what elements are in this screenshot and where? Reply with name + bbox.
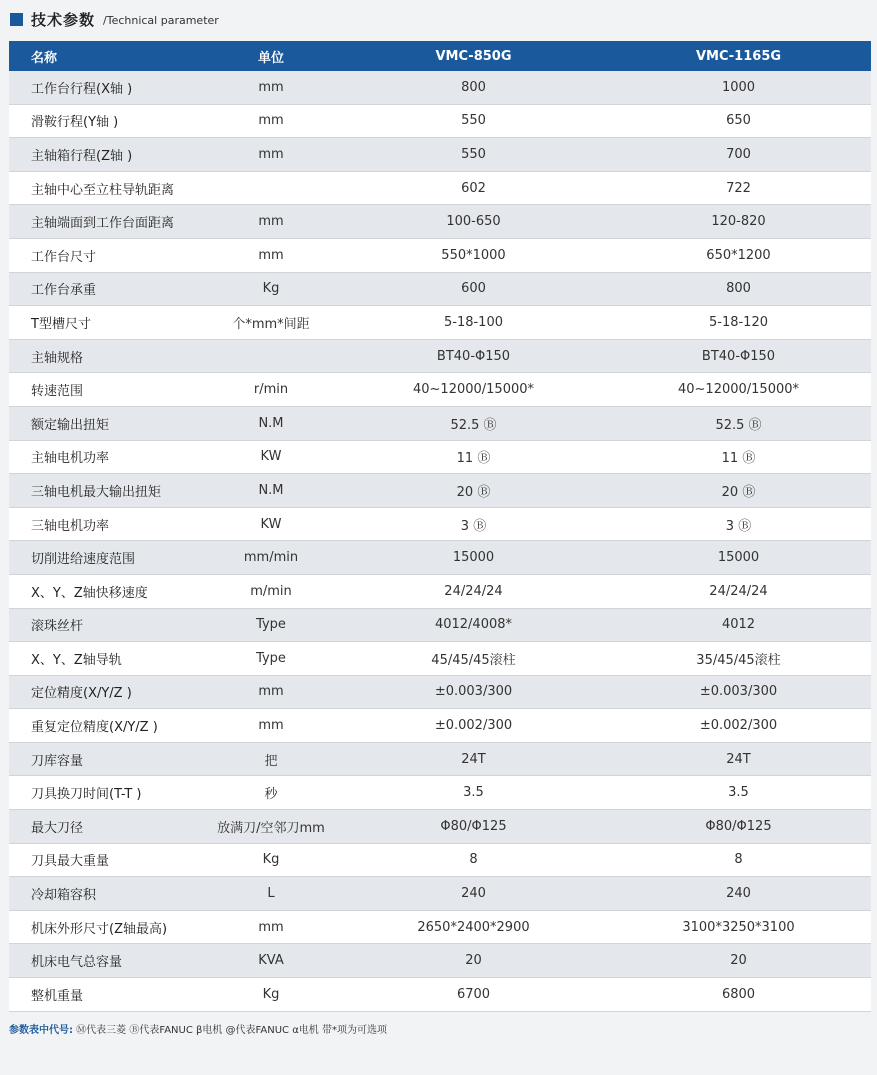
- table-row: [9, 104, 871, 138]
- table-row: [9, 71, 871, 104]
- cell-vmc850g: 6700: [456, 986, 491, 1002]
- cell-name: 额定输出扭矩: [31, 417, 110, 433]
- table-row: [9, 574, 871, 608]
- cell-vmc1165g: 650: [726, 113, 751, 129]
- cell-unit: mm/min: [243, 550, 299, 566]
- cell-name: 重复定位精度(X/Y/Z ): [31, 720, 158, 736]
- table-row: [9, 440, 871, 474]
- cell-name: 刀具换刀时间(T-T ): [31, 787, 142, 803]
- cell-name: 刀库容量: [31, 753, 84, 769]
- cell-vmc1165g: Φ80/Φ125: [705, 818, 772, 834]
- cell-vmc850g: 3 Ⓑ: [460, 518, 487, 534]
- cell-vmc850g: ±0.002/300: [434, 718, 513, 734]
- table-row: [9, 238, 871, 272]
- cell-vmc1165g: 20 Ⓑ: [721, 484, 756, 500]
- cell-vmc1165g: 800: [726, 281, 751, 297]
- cell-vmc850g: 24T: [461, 751, 486, 767]
- cell-vmc1165g: 24/24/24: [709, 583, 768, 599]
- cell-name: 转速范围: [31, 384, 84, 400]
- cell-vmc850g: 52.5 Ⓑ: [450, 417, 497, 433]
- cell-vmc1165g: ±0.002/300: [699, 718, 778, 734]
- cell-name: 主轴规格: [31, 350, 84, 366]
- cell-unit: mm: [258, 146, 284, 162]
- cell-unit: N.M: [258, 482, 284, 498]
- spec-table-body: [9, 71, 871, 1011]
- header-marker-icon: [10, 13, 23, 26]
- section-header: [10, 8, 219, 30]
- cell-unit: mm: [258, 214, 284, 230]
- cell-vmc1165g: 722: [726, 180, 751, 196]
- cell-name: 工作台尺寸: [31, 249, 97, 265]
- cell-vmc1165g: BT40-Φ150: [701, 348, 776, 364]
- cell-unit: 个*mm*间距: [232, 316, 310, 332]
- cell-vmc850g: 550: [461, 113, 486, 129]
- cell-vmc1165g: 700: [726, 146, 751, 162]
- cell-vmc850g: 4012/4008*: [434, 617, 513, 633]
- cell-name: 三轴电机功率: [31, 518, 110, 534]
- cell-unit: Kg: [262, 852, 280, 868]
- cell-unit: 把: [264, 753, 278, 769]
- cell-unit: mm: [258, 247, 284, 263]
- cell-name: 工作台承重: [31, 283, 97, 299]
- cell-name: X、Y、Z轴导轨: [31, 652, 122, 668]
- footnote-text: Ⓜ代表三菱 Ⓑ代表FANUC β电机 @代表FANUC α电机 带*项为可选项: [73, 1025, 387, 1036]
- cell-name: 主轴端面到工作台面距离: [31, 216, 175, 232]
- table-row: [9, 742, 871, 776]
- cell-vmc1165g: 6800: [721, 986, 756, 1002]
- cell-vmc1165g: 24T: [726, 751, 751, 767]
- cell-vmc1165g: ±0.003/300: [699, 684, 778, 700]
- cell-unit: N.M: [258, 415, 284, 431]
- cell-name: 刀具最大重量: [31, 854, 110, 870]
- cell-vmc850g: 15000: [452, 550, 495, 566]
- cell-name: 最大刀径: [31, 820, 84, 836]
- cell-name: 工作台行程(X轴 ): [31, 81, 133, 97]
- cell-unit: Kg: [262, 986, 280, 1002]
- section-title: 技术参数: [31, 10, 96, 29]
- cell-name: 主轴电机功率: [31, 451, 110, 467]
- cell-unit: KVA: [258, 953, 284, 969]
- cell-vmc850g: 40~12000/15000*: [412, 382, 535, 398]
- table-row: [9, 776, 871, 810]
- column-header-unit: 单位: [257, 50, 284, 66]
- cell-vmc850g: Φ80/Φ125: [440, 818, 507, 834]
- cell-vmc850g: 8: [469, 852, 478, 868]
- footnote-label: 参数表中代号:: [9, 1025, 73, 1036]
- cell-unit: mm: [258, 113, 284, 129]
- table-row: [9, 642, 871, 676]
- cell-name: 三轴电机最大输出扭矩: [31, 484, 162, 500]
- cell-vmc1165g: 11 Ⓑ: [721, 451, 756, 467]
- table-row: [9, 306, 871, 340]
- cell-vmc850g: 11 Ⓑ: [456, 451, 491, 467]
- table-row: [9, 507, 871, 541]
- cell-vmc1165g: 650*1200: [706, 247, 771, 263]
- cell-unit: Kg: [262, 281, 280, 297]
- cell-unit: mm: [258, 684, 284, 700]
- column-header-name: 名称: [31, 50, 58, 66]
- table-row: [9, 810, 871, 844]
- table-row: [9, 406, 871, 440]
- cell-unit: mm: [258, 919, 284, 935]
- cell-unit: Type: [256, 650, 286, 666]
- cell-name: X、Y、Z轴快移速度: [31, 585, 148, 601]
- table-row: [9, 541, 871, 575]
- table-row: [9, 843, 871, 877]
- cell-vmc1165g: 120-820: [711, 214, 766, 230]
- cell-vmc850g: 5-18-100: [443, 314, 503, 330]
- cell-vmc1165g: 1000: [721, 79, 756, 95]
- table-row: [9, 910, 871, 944]
- cell-vmc1165g: 20: [730, 953, 747, 969]
- table-row: [9, 978, 871, 1012]
- column-header-vmc850g: VMC-850G: [435, 48, 512, 64]
- cell-name: 整机重量: [31, 988, 84, 1004]
- cell-unit: 秒: [264, 787, 278, 803]
- cell-vmc850g: 602: [461, 180, 486, 196]
- cell-unit: Type: [256, 617, 286, 633]
- cell-vmc850g: 600: [461, 281, 486, 297]
- cell-unit: mm: [258, 79, 284, 95]
- spec-table: [9, 41, 871, 1012]
- cell-name: 滑鞍行程(Y轴 ): [31, 115, 119, 131]
- cell-vmc1165g: 3 Ⓑ: [725, 518, 752, 534]
- cell-vmc1165g: 15000: [717, 550, 760, 566]
- table-row: [9, 877, 871, 911]
- cell-vmc850g: ±0.003/300: [434, 684, 513, 700]
- table-row: [9, 339, 871, 373]
- cell-vmc1165g: 35/45/45滚柱: [696, 652, 781, 668]
- cell-vmc1165g: 40~12000/15000*: [677, 382, 800, 398]
- cell-unit: KW: [260, 449, 282, 465]
- cell-vmc1165g: 4012: [721, 617, 756, 633]
- table-row: [9, 138, 871, 172]
- table-row: [9, 474, 871, 508]
- table-header-row: [9, 41, 871, 71]
- table-row: [9, 205, 871, 239]
- cell-vmc850g: 45/45/45滚柱: [431, 652, 516, 668]
- cell-name: T型槽尺寸: [31, 316, 91, 332]
- cell-unit: 放满刀/空邻刀mm: [217, 820, 325, 836]
- table-row: [9, 171, 871, 205]
- cell-vmc1165g: 240: [726, 886, 751, 902]
- cell-name: 滚珠丝杆: [31, 619, 84, 635]
- cell-name: 主轴箱行程(Z轴 ): [31, 148, 133, 164]
- cell-name: 机床电气总容量: [31, 955, 123, 971]
- cell-vmc850g: 800: [461, 79, 486, 95]
- cell-vmc1165g: 5-18-120: [708, 314, 768, 330]
- table-row: [9, 272, 871, 306]
- cell-vmc850g: 24/24/24: [444, 583, 503, 599]
- cell-unit: [201, 171, 341, 205]
- cell-vmc850g: 20 Ⓑ: [456, 484, 491, 500]
- cell-name: 主轴中心至立柱导轨距离: [31, 182, 175, 198]
- column-header-vmc1165g: VMC-1165G: [695, 48, 782, 64]
- cell-vmc1165g: 3.5: [728, 785, 749, 801]
- cell-vmc850g: 550: [461, 146, 486, 162]
- table-row: [9, 675, 871, 709]
- cell-unit: m/min: [250, 583, 292, 599]
- cell-name: 定位精度(X/Y/Z ): [31, 686, 132, 702]
- table-row: [9, 709, 871, 743]
- table-row: [9, 944, 871, 978]
- cell-vmc850g: 240: [461, 886, 486, 902]
- footnote: [9, 1021, 387, 1036]
- cell-unit: mm: [258, 718, 284, 734]
- table-row: [9, 373, 871, 407]
- cell-vmc1165g: 3100*3250*3100: [682, 919, 795, 935]
- cell-unit: [201, 339, 341, 373]
- cell-vmc850g: 2650*2400*2900: [417, 919, 530, 935]
- cell-vmc850g: 100-650: [446, 214, 501, 230]
- cell-unit: L: [267, 886, 275, 902]
- cell-vmc850g: BT40-Φ150: [436, 348, 511, 364]
- cell-unit: r/min: [253, 382, 289, 398]
- section-subtitle: /Technical parameter: [103, 13, 219, 27]
- cell-vmc850g: 3.5: [463, 785, 484, 801]
- cell-unit: KW: [260, 516, 282, 532]
- cell-vmc850g: 550*1000: [441, 247, 506, 263]
- cell-name: 机床外形尺寸(Z轴最高): [31, 921, 168, 937]
- table-row: [9, 608, 871, 642]
- cell-vmc1165g: 52.5 Ⓑ: [715, 417, 762, 433]
- cell-vmc1165g: 8: [734, 852, 743, 868]
- cell-name: 切削进给速度范围: [31, 552, 136, 568]
- cell-name: 冷却箱容积: [31, 888, 97, 904]
- cell-vmc850g: 20: [465, 953, 482, 969]
